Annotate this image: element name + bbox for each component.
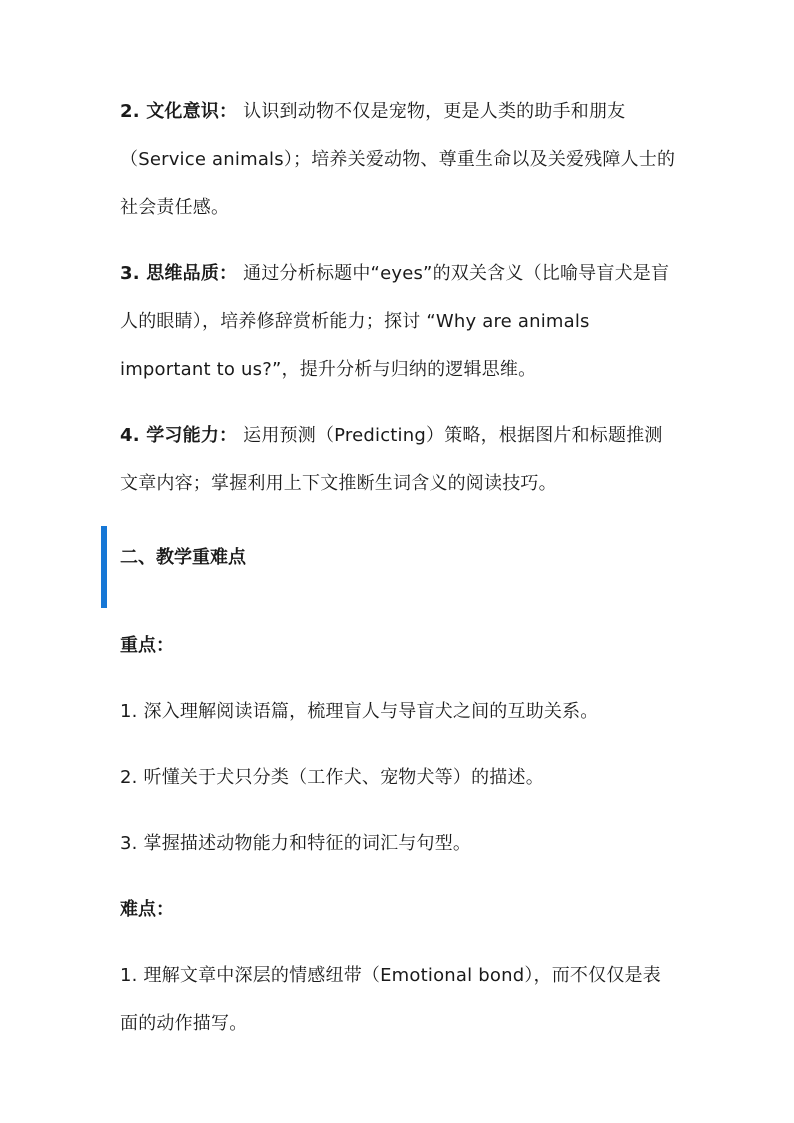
objective-text: 认识到动物不仅是宠物，更是人类的助手和朋友（Service animals）；培养关爱动物、尊重生命以及关爱残障人士的社会责任感。	[120, 101, 676, 218]
key-points-heading: 重点：	[120, 635, 174, 656]
objective-thinking	[120, 250, 676, 394]
objective-culture	[120, 88, 676, 232]
section-accent-bar	[101, 526, 107, 608]
objective-text: 通过分析标题中“eyes”的双关含义（比喻导盲犬是盲人的眼睛），培养修辞赏析能力；探讨 “Why are animals important to us?”，提升分析与归纳的逻辑思维。	[120, 263, 670, 380]
objective-label: 2. 文化意识：	[120, 101, 238, 122]
list-item: 2. 听懂关于犬只分类（工作犬、宠物犬等）的描述。	[120, 767, 544, 788]
section-heading	[120, 526, 676, 604]
difficult-points	[120, 886, 676, 1048]
list-item: 1. 理解文章中深层的情感纽带（Emotional bond），而不仅仅是表面的动作描写。	[120, 965, 661, 1034]
objective-text: 运用预测（Predicting）策略，根据图片和标题推测文章内容；掌握利用上下文推断生词含义的阅读技巧。	[120, 425, 663, 494]
key-points	[120, 622, 676, 868]
list-item: 3. 掌握描述动物能力和特征的词汇与句型。	[120, 833, 472, 854]
objective-label: 4. 学习能力：	[120, 425, 238, 446]
document-page	[120, 88, 676, 1048]
list-item: 1. 深入理解阅读语篇，梳理盲人与导盲犬之间的互助关系。	[120, 701, 599, 722]
objective-learning	[120, 412, 676, 508]
objective-label: 3. 思维品质：	[120, 263, 238, 284]
section-title: 二、教学重难点	[120, 547, 246, 568]
difficult-points-heading: 难点：	[120, 899, 174, 920]
